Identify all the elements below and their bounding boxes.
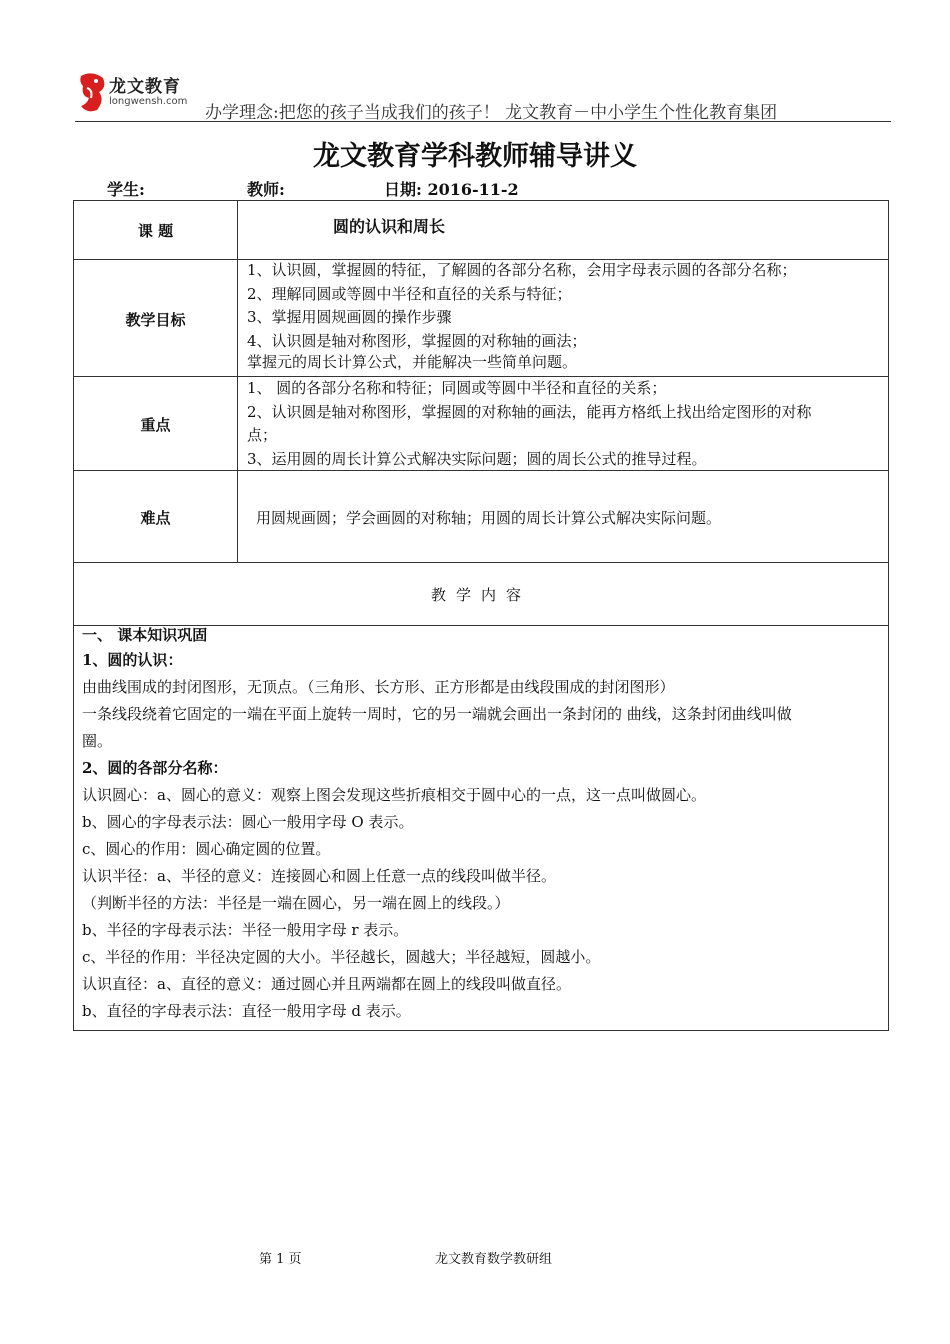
teacher-label: 教师: [247,180,285,199]
motto: 办学理念:把您的孩子当成我们的孩子！ 龙文教育－中小学生个性化教育集团 [205,103,778,123]
section-heading: 一、 课本知识巩固 [82,626,208,644]
key-point-item: 3、运用圆的周长计算公式解决实际问题；圆的周长公式的推导过程。 [247,449,707,468]
content-line: 认识直径：a、直径的意义：通过圆心并且两端都在圆上的线段叫做直径。 [82,975,571,993]
content-heading: 教学内容 [430,586,531,604]
page-number: 第 1 页 [259,1252,302,1267]
topic-label: 课 题 [137,222,174,240]
content-line: b、直径的字母表示法：直径一般用字母 d 表示。 [82,1002,411,1020]
logo [77,70,197,116]
content-line: b、半径的字母表示法：半径一般用字母 r 表示。 [82,921,409,939]
key-point-item: 点； [247,426,278,444]
objective-item: 1、认识圆，掌握圆的特征，了解圆的各部分名称，会用字母表示圆的各部分名称； [247,261,797,279]
content-line: （判断半径的方法：半径是一端在圆心，另一端在圆上的线段。） [82,894,510,912]
row-divider [73,562,889,563]
objectives-list [247,259,885,371]
objectives-label: 教学目标 [125,311,186,329]
content-line: c、圆心的作用：圆心确定圆的位置。 [82,840,331,858]
subsection-heading: 2、圆的各部分名称： [82,759,228,777]
content-line: 由曲线围成的封闭图形，无顶点。（三角形、长方形、正方形都是由线段围成的封闭图形） [82,678,675,696]
objective-item: 3、掌握用圆规画圆的操作步骤 [247,308,452,326]
difficulties-value: 用圆规画圆；学会画圆的对称轴；用圆的周长计算公式解决实际问题。 [256,509,722,527]
student-label: 学生: [107,180,145,199]
dragon-logo-icon [77,70,107,114]
objective-item: 2、理解同圆或等圆中半径和直径的关系与特征； [247,284,572,303]
content-line: 认识圆心：a、圆心的意义：观察上图会发现这些折痕相交于圆中心的一点，这一点叫做圆心。 [82,786,706,804]
topic-value: 圆的认识和周长 [333,217,446,236]
content-line: c、半径的作用：半径决定圆的大小。半径越长，圆越大；半径越短，圆越小。 [82,948,601,966]
content-line: 一条线段绕着它固定的一端在平面上旋转一周时，它的另一端就会画出一条封闭的 曲线，这条封闭曲线叫做 [82,705,792,723]
footer-group: 龙文教育数学教研组 [435,1252,553,1267]
logo-name: 龙文教育 [109,77,181,97]
logo-url: longwensh.com [109,96,188,107]
subsection-heading: 1、圆的认识： [82,651,183,669]
document-title: 龙文教育学科教师辅导讲义 [313,141,637,172]
content-body [82,624,882,1025]
key-points-label: 重点 [140,416,171,434]
objective-item: 掌握元的周长计算公式，并能解决一些简单问题。 [247,353,578,371]
column-divider [237,200,238,562]
content-line: b、圆心的字母表示法：圆心一般用字母 O 表示。 [82,813,414,831]
difficulties-label: 难点 [140,509,171,527]
objective-item: 4、认识圆是轴对称图形，掌握圆的对称轴的画法； [247,331,587,350]
date-label: 日期: 2016-11-2 [384,180,519,199]
content-line: 认识半径：a、半径的意义：连接圆心和圆上任意一点的线段叫做半径。 [82,867,556,885]
key-point-item: 2、认识圆是轴对称图形，掌握圆的对称轴的画法，能再方格纸上找出给定图形的对称 [247,402,812,421]
key-points-list [247,377,885,471]
key-point-item: 1、 圆的各部分名称和特征；同圆或等圆中半径和直径的关系； [247,379,667,397]
content-line: 圈。 [82,732,113,750]
header-rule [75,121,891,122]
